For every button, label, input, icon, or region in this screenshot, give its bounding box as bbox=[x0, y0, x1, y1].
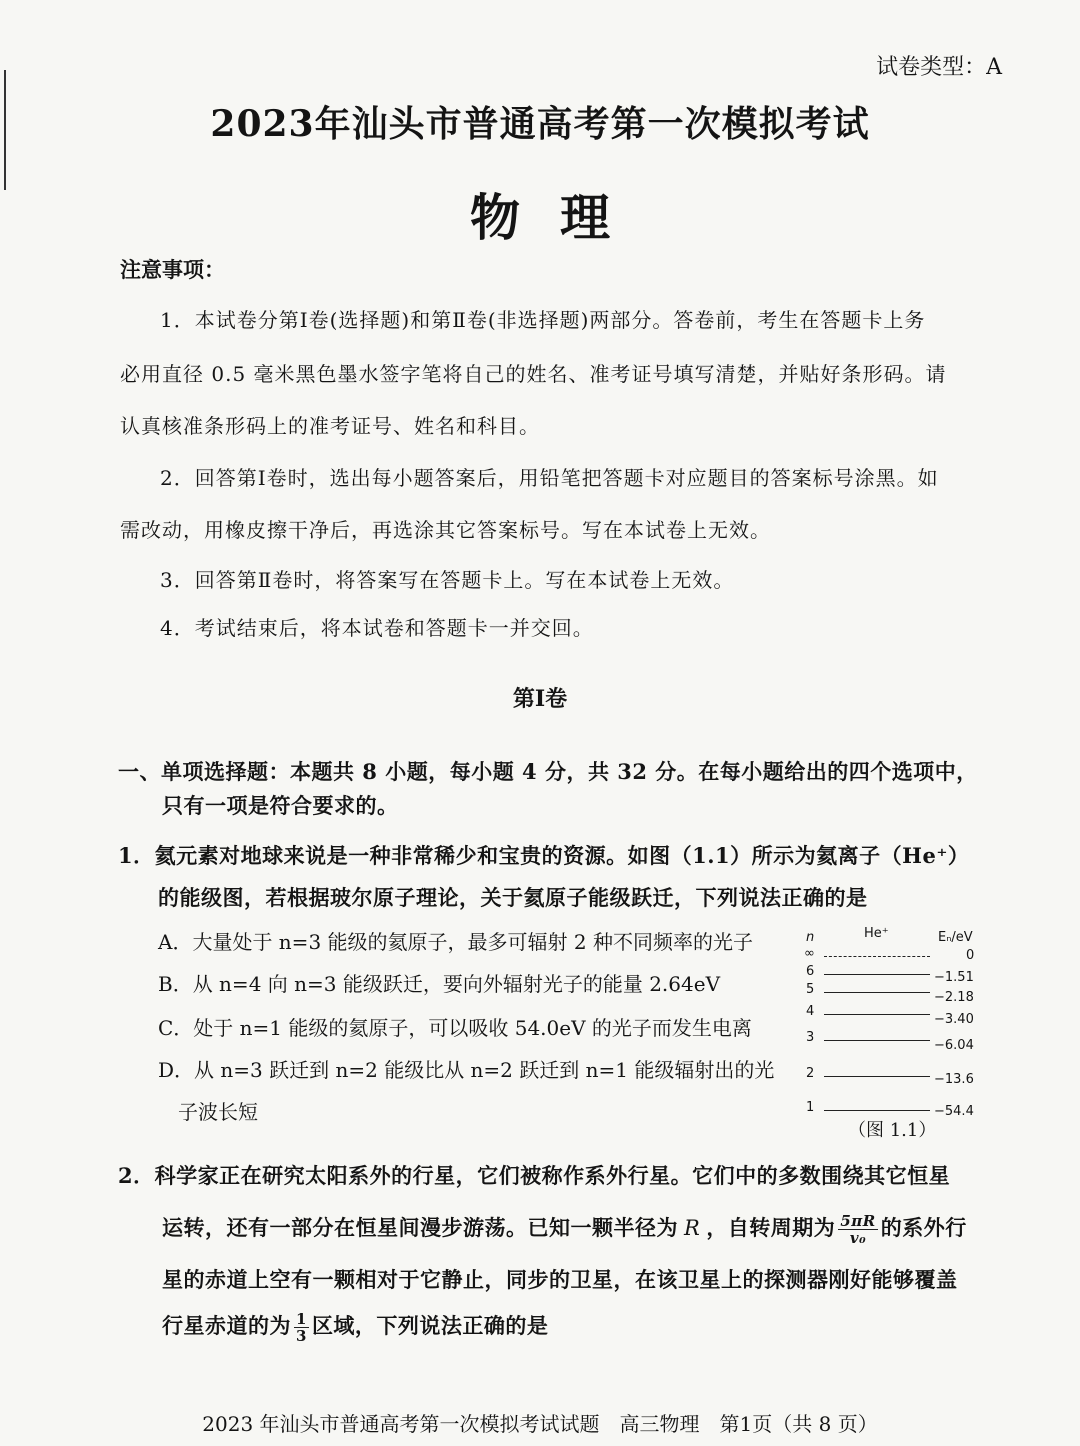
subject-title: 物理 bbox=[470, 188, 650, 247]
period-numerator: 5πR bbox=[840, 1212, 876, 1230]
notice-line: 3．回答第Ⅱ卷时，将答案写在答题卡上。写在本试卷上无效。 bbox=[160, 568, 735, 592]
level-energy: −2.18 bbox=[934, 990, 974, 1005]
paper-type-label: 试卷类型：A bbox=[876, 55, 1002, 80]
level-energy: −54.4 bbox=[934, 1104, 974, 1119]
q2-stem-line4 bbox=[162, 1310, 548, 1344]
q2-stem-line2 bbox=[162, 1212, 967, 1246]
figure-energy-header: Eₙ/eV bbox=[938, 930, 973, 945]
level-label: 1 bbox=[806, 1100, 815, 1115]
q2-stem: 2．科学家正在研究太阳系外的行星，它们被称作系外行星。它们中的多数围绕其它恒星 bbox=[118, 1163, 951, 1188]
notice-line: 认真核准条形码上的准考证号、姓名和科目。 bbox=[120, 414, 540, 438]
q1-stem: 1．氦元素对地球来说是一种非常稀少和宝贵的资源。如图（1.1）所示为氦离子（He⁺） bbox=[118, 843, 970, 868]
q2-text: 运转，还有一部分在恒星间漫步游荡。已知一颗半径为 bbox=[162, 1215, 678, 1240]
q2-text: 区域，下列说法正确的是 bbox=[311, 1313, 549, 1338]
part-instructions-cont: 只有一项是符合要求的。 bbox=[162, 793, 399, 818]
level-energy: −3.40 bbox=[934, 1012, 974, 1027]
figure-n-header: n bbox=[806, 930, 815, 945]
q1-option-a: A．大量处于 n=3 能级的氦原子，最多可辐射 2 种不同频率的光子 bbox=[158, 930, 753, 954]
exam-title: 2023年汕头市普通高考第一次模拟考试 bbox=[210, 103, 870, 145]
level-label: 5 bbox=[806, 982, 815, 997]
q2-text: ，自转周期为 bbox=[706, 1215, 836, 1240]
q1-option-d: D．从 n=3 跃迁到 n=2 能级比从 n=2 跃迁到 n=1 能级辐射出的光 bbox=[158, 1058, 775, 1082]
coverage-numerator: 1 bbox=[296, 1310, 307, 1328]
part-instructions: 一、单项选择题：本题共 8 小题，每小题 4 分，共 32 分。在每小题给出的四个选项中， bbox=[118, 759, 978, 784]
q1-option-c: C．处于 n=1 能级的氦原子，可以吸收 54.0eV 的光子而发生电离 bbox=[158, 1016, 752, 1040]
period-denominator: v₀ bbox=[849, 1229, 867, 1247]
level-line bbox=[824, 1040, 930, 1041]
level-label: 2 bbox=[806, 1066, 815, 1081]
level-line bbox=[824, 974, 930, 975]
level-line bbox=[824, 956, 930, 957]
coverage-denominator: 3 bbox=[296, 1327, 307, 1345]
q1-stem-cont: 的能级图，若根据玻尔原子理论，关于氦原子能级跃迁，下列说法正确的是 bbox=[158, 885, 868, 910]
level-label: 3 bbox=[806, 1030, 815, 1045]
level-energy: 0 bbox=[966, 948, 975, 963]
q1-option-b: B．从 n=4 向 n=3 能级跃迁，要向外辐射光子的能量 2.64eV bbox=[158, 972, 721, 996]
figure-caption: （图 1.1） bbox=[848, 1120, 937, 1141]
q2-stem-line3: 星的赤道上空有一颗相对于它静止，同步的卫星，在该卫星上的探测器刚好能够覆盖 bbox=[162, 1267, 958, 1292]
level-energy: −13.6 bbox=[934, 1072, 974, 1087]
coverage-fraction bbox=[294, 1311, 309, 1344]
level-line bbox=[824, 992, 930, 993]
level-line bbox=[824, 1076, 930, 1077]
q2-text: 行星赤道的为 bbox=[162, 1313, 291, 1338]
q1-option-d-cont: 子波长短 bbox=[178, 1100, 258, 1124]
level-label: 6 bbox=[806, 964, 815, 979]
level-energy: −1.51 bbox=[934, 970, 974, 985]
notice-line: 2．回答第Ⅰ卷时，选出每小题答案后，用铅笔把答题卡对应题目的答案标号涂黑。如 bbox=[160, 466, 939, 490]
radius-variable: R bbox=[684, 1216, 701, 1240]
q2-text: 的系外行 bbox=[880, 1215, 967, 1240]
notice-line: 4．考试结束后，将本试卷和答题卡一并交回。 bbox=[160, 616, 594, 640]
level-line bbox=[824, 1014, 930, 1015]
notice-line: 需改动，用橡皮擦干净后，再选涂其它答案标号。写在本试卷上无效。 bbox=[120, 518, 771, 542]
section-heading: 第Ⅰ卷 bbox=[512, 686, 568, 712]
level-energy: −6.04 bbox=[934, 1038, 974, 1053]
notice-heading: 注意事项： bbox=[120, 257, 225, 282]
level-label: ∞ bbox=[804, 946, 815, 961]
period-fraction bbox=[838, 1213, 877, 1246]
page-footer: 2023 年汕头市普通高考第一次模拟考试试题 高三物理 第1页（共 8 页） bbox=[202, 1412, 878, 1436]
notice-line: 必用直径 0.5 毫米黑色墨水签字笔将自己的姓名、准考证号填写清楚，并贴好条形码。请 bbox=[120, 362, 947, 386]
level-label: 4 bbox=[806, 1004, 815, 1019]
level-line bbox=[824, 1110, 930, 1111]
figure-ion-header: He⁺ bbox=[864, 926, 889, 941]
notice-line: 1．本试卷分第Ⅰ卷(选择题)和第Ⅱ卷(非选择题)两部分。答卷前，考生在答题卡上务 bbox=[160, 308, 926, 332]
